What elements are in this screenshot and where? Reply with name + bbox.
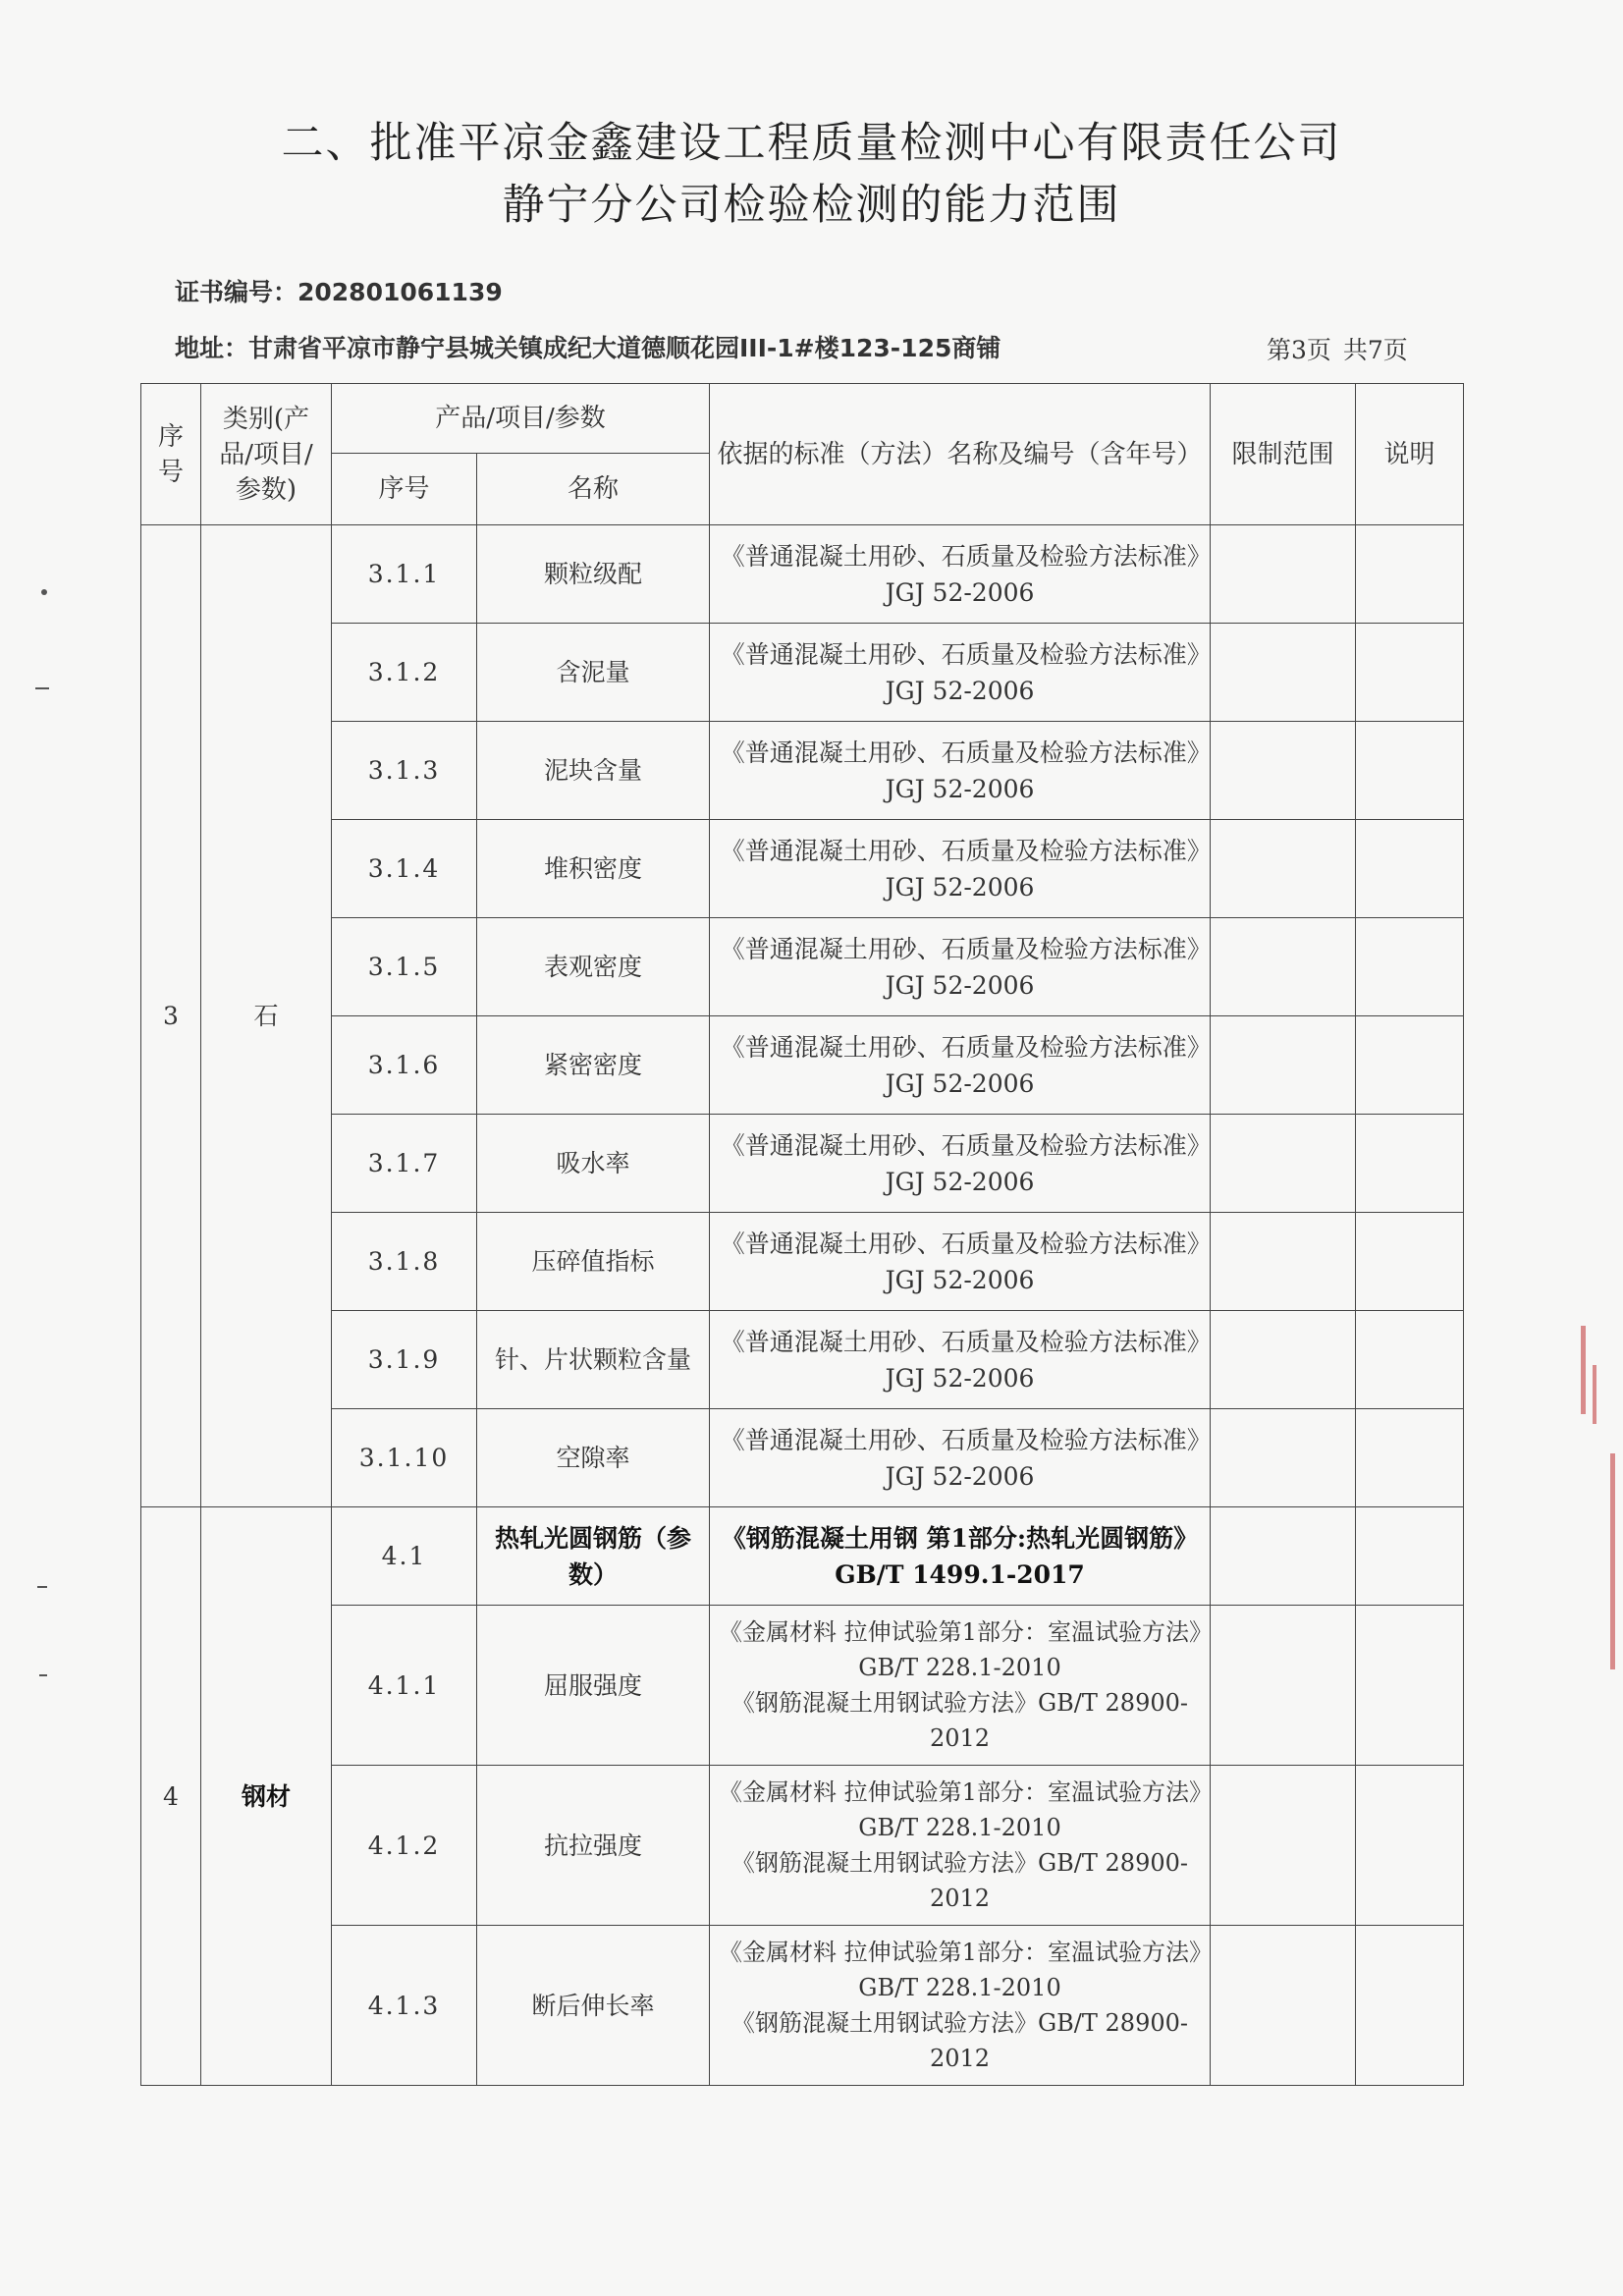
item-note <box>1356 1115 1464 1213</box>
item-name: 吸水率 <box>477 1115 710 1213</box>
item-code: 3.1.9 <box>332 1311 477 1409</box>
item-code: 3.1.3 <box>332 722 477 820</box>
item-note <box>1356 1507 1464 1606</box>
page-total: 共7页 <box>1342 336 1408 364</box>
table-row <box>141 1606 1464 1766</box>
item-code: 3.1.1 <box>332 525 477 624</box>
item-note <box>1356 1213 1464 1311</box>
table-row <box>141 722 1464 820</box>
item-name: 含泥量 <box>477 624 710 722</box>
group-seq: 3 <box>141 525 201 1507</box>
table-row <box>141 918 1464 1016</box>
item-note <box>1356 624 1464 722</box>
item-limit <box>1211 1507 1356 1606</box>
item-code: 3.1.6 <box>332 1016 477 1115</box>
header-sub-name: 名称 <box>477 454 710 525</box>
table-row <box>141 1926 1464 2086</box>
item-code: 3.1.10 <box>332 1409 477 1507</box>
item-code: 4.1.2 <box>332 1766 477 1926</box>
item-name: 屈服强度 <box>477 1606 710 1766</box>
standard-secondary: 《钢筋混凝土用钢试验方法》GB/T 28900-2012 <box>731 2009 1188 2072</box>
item-limit <box>1211 918 1356 1016</box>
item-note <box>1356 1409 1464 1507</box>
item-limit <box>1211 1409 1356 1507</box>
item-note <box>1356 918 1464 1016</box>
item-standard: 《普通混凝土用砂、石质量及检验方法标准》JGJ 52-2006 <box>710 1311 1211 1409</box>
item-name: 断后伸长率 <box>477 1926 710 2086</box>
table-row <box>141 1311 1464 1409</box>
item-code: 3.1.8 <box>332 1213 477 1311</box>
table-row <box>141 1409 1464 1507</box>
seal-stamp-fragment <box>1610 1453 1615 1669</box>
item-name: 表观密度 <box>477 918 710 1016</box>
item-code: 3.1.4 <box>332 820 477 918</box>
table-row <box>141 1016 1464 1115</box>
item-standard <box>710 1926 1211 2086</box>
document-title-line-1: 二、批准平凉金鑫建设工程质量检测中心有限责任公司 <box>281 119 1342 168</box>
item-limit <box>1211 722 1356 820</box>
item-note <box>1356 722 1464 820</box>
item-code: 4.1.3 <box>332 1926 477 2086</box>
item-code: 4.1 <box>332 1507 477 1606</box>
item-standard: 《普通混凝土用砂、石质量及检验方法标准》JGJ 52-2006 <box>710 525 1211 624</box>
item-name: 颗粒级配 <box>477 525 710 624</box>
document-title-line-2: 静宁分公司检验检测的能力范围 <box>502 181 1121 230</box>
seal-stamp-fragment <box>1581 1326 1586 1414</box>
item-limit <box>1211 525 1356 624</box>
item-limit <box>1211 624 1356 722</box>
item-name: 热轧光圆钢筋（参数） <box>477 1507 710 1606</box>
standard-secondary: 《钢筋混凝土用钢试验方法》GB/T 28900-2012 <box>731 1849 1188 1912</box>
item-note <box>1356 525 1464 624</box>
item-note <box>1356 1926 1464 2086</box>
header-limit: 限制范围 <box>1211 384 1356 525</box>
header-product-group: 产品/项目/参数 <box>332 384 710 454</box>
capability-table <box>140 383 1464 2086</box>
scan-dot <box>41 589 47 595</box>
item-code: 3.1.5 <box>332 918 477 1016</box>
item-note <box>1356 1766 1464 1926</box>
item-limit <box>1211 1016 1356 1115</box>
item-name: 空隙率 <box>477 1409 710 1507</box>
item-name: 堆积密度 <box>477 820 710 918</box>
item-standard: 《普通混凝土用砂、石质量及检验方法标准》JGJ 52-2006 <box>710 722 1211 820</box>
standard-primary: 《金属材料 拉伸试验第1部分：室温试验方法》GB/T 228.1-2010 <box>719 1939 1201 2001</box>
table-row <box>141 820 1464 918</box>
item-code: 3.1.2 <box>332 624 477 722</box>
item-standard: 《普通混凝土用砂、石质量及检验方法标准》JGJ 52-2006 <box>710 1115 1211 1213</box>
item-standard: 《钢筋混凝土用钢 第1部分:热轧光圆钢筋》GB/T 1499.1-2017 <box>710 1507 1211 1606</box>
item-name: 针、片状颗粒含量 <box>477 1311 710 1409</box>
table-row <box>141 1115 1464 1213</box>
scan-mark <box>37 1586 47 1588</box>
header-standard: 依据的标准（方法）名称及编号（含年号） <box>710 384 1211 525</box>
item-limit <box>1211 820 1356 918</box>
page-number <box>1267 331 1420 366</box>
table-row <box>141 1213 1464 1311</box>
item-standard: 《普通混凝土用砂、石质量及检验方法标准》JGJ 52-2006 <box>710 1409 1211 1507</box>
table-row <box>141 624 1464 722</box>
item-standard: 《普通混凝土用砂、石质量及检验方法标准》JGJ 52-2006 <box>710 918 1211 1016</box>
scan-mark <box>39 1674 47 1676</box>
item-standard <box>710 1766 1211 1926</box>
item-limit <box>1211 1311 1356 1409</box>
header-sub-seq: 序号 <box>332 454 477 525</box>
scan-mark <box>35 687 49 689</box>
item-limit <box>1211 1213 1356 1311</box>
page-current: 第3页 <box>1267 336 1331 364</box>
item-standard: 《普通混凝土用砂、石质量及检验方法标准》JGJ 52-2006 <box>710 820 1211 918</box>
item-name: 抗拉强度 <box>477 1766 710 1926</box>
item-code: 4.1.1 <box>332 1606 477 1766</box>
item-standard: 《普通混凝土用砂、石质量及检验方法标准》JGJ 52-2006 <box>710 624 1211 722</box>
item-note <box>1356 820 1464 918</box>
group-category: 石 <box>201 525 332 1507</box>
header-category: 类别(产品/项目/参数) <box>201 384 332 525</box>
table-row <box>141 1507 1464 1606</box>
group-category: 钢材 <box>201 1507 332 2086</box>
standard-primary: 《金属材料 拉伸试验第1部分：室温试验方法》GB/T 228.1-2010 <box>719 1618 1201 1681</box>
item-standard: 《普通混凝土用砂、石质量及检验方法标准》JGJ 52-2006 <box>710 1016 1211 1115</box>
item-limit <box>1211 1926 1356 2086</box>
item-note <box>1356 1016 1464 1115</box>
item-name: 压碎值指标 <box>477 1213 710 1311</box>
item-name: 紧密密度 <box>477 1016 710 1115</box>
item-standard: 《普通混凝土用砂、石质量及检验方法标准》JGJ 52-2006 <box>710 1213 1211 1311</box>
item-limit <box>1211 1115 1356 1213</box>
standard-primary: 《金属材料 拉伸试验第1部分：室温试验方法》GB/T 228.1-2010 <box>719 1778 1201 1841</box>
item-code: 3.1.7 <box>332 1115 477 1213</box>
header-note: 说明 <box>1356 384 1464 525</box>
certificate-number: 证书编号：202801061139 <box>175 278 503 306</box>
seal-stamp-fragment <box>1593 1365 1596 1424</box>
standard-secondary: 《钢筋混凝土用钢试验方法》GB/T 28900-2012 <box>731 1689 1188 1752</box>
group-seq: 4 <box>141 1507 201 2086</box>
address: 地址：甘肃省平凉市静宁县城关镇成纪大道德顺花园III-1#楼123-125商铺 <box>175 334 1001 362</box>
table-row <box>141 1766 1464 1926</box>
item-limit <box>1211 1606 1356 1766</box>
item-note <box>1356 1606 1464 1766</box>
item-limit <box>1211 1766 1356 1926</box>
header-seq: 序号 <box>141 384 201 525</box>
item-note <box>1356 1311 1464 1409</box>
table-row <box>141 525 1464 624</box>
item-name: 泥块含量 <box>477 722 710 820</box>
item-standard <box>710 1606 1211 1766</box>
